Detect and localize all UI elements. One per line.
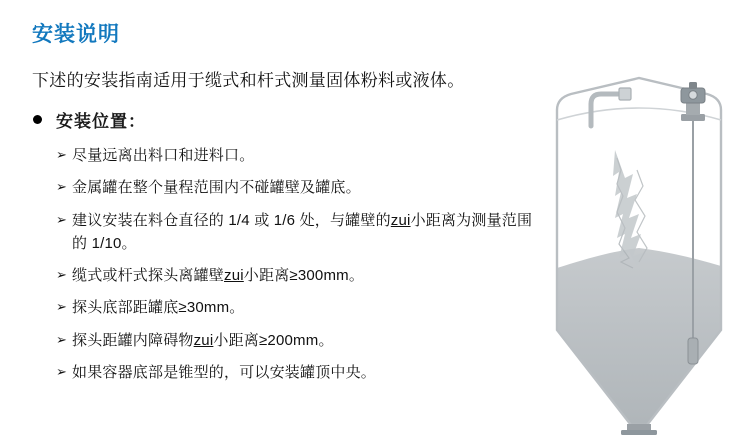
list-item-text: 如果容器底部是锥型的，可以安装罐顶中央。	[72, 363, 377, 381]
list-item-text: 缆式或杆式探头离罐壁zui小距离≥300mm。	[72, 267, 365, 284]
list-item	[56, 144, 540, 167]
list-item	[56, 209, 540, 256]
list-item	[56, 176, 540, 199]
list-item	[56, 296, 540, 319]
discharge-flange	[621, 430, 657, 435]
silo-diagram	[529, 0, 749, 441]
list-item-text: 探头底部距罐底≥30mm。	[72, 299, 245, 317]
discharge-outlet	[627, 424, 651, 430]
sensor-process-flange	[681, 114, 705, 121]
inlet-flange	[619, 88, 631, 100]
cable-end-weight	[688, 338, 698, 364]
list-item-text: 金属罐在整个量程范围内不碰罐壁及罐底。	[72, 179, 361, 197]
bullet-dot-icon	[33, 115, 42, 124]
sensor-neck	[686, 102, 700, 115]
installation-guideline-list	[30, 144, 540, 384]
arrow-marker-icon: ➢	[56, 211, 67, 227]
list-item-text: 探头距罐内障碍物zui小距离≥200mm。	[72, 331, 334, 349]
section-heading	[30, 107, 540, 132]
list-item-text: 尽量远离出料口和进料口。	[72, 147, 255, 164]
list-item	[56, 361, 540, 384]
list-item-text: 建议安装在料仓直径的 1/4 或 1/6 处，与罐壁的zui小距离为测量范围的 1/10。	[72, 211, 533, 252]
intro-paragraph: 下述的安装指南适用于缆式和杆式测量固体粉料或液体。	[32, 71, 465, 90]
sensor-cable-gland	[689, 82, 697, 89]
arrow-marker-icon: ➢	[56, 267, 67, 282]
arrow-marker-icon: ➢	[56, 147, 67, 162]
section-heading-label: 安装位置：	[56, 112, 146, 131]
arrow-marker-icon: ➢	[56, 299, 67, 315]
page-title: 安装说明	[32, 23, 120, 46]
sensor-display-window	[689, 91, 697, 99]
arrow-marker-icon: ➢	[56, 179, 67, 195]
arrow-marker-icon: ➢	[56, 363, 67, 379]
arrow-marker-icon: ➢	[56, 331, 67, 347]
list-item	[56, 264, 540, 287]
list-item	[56, 329, 540, 352]
